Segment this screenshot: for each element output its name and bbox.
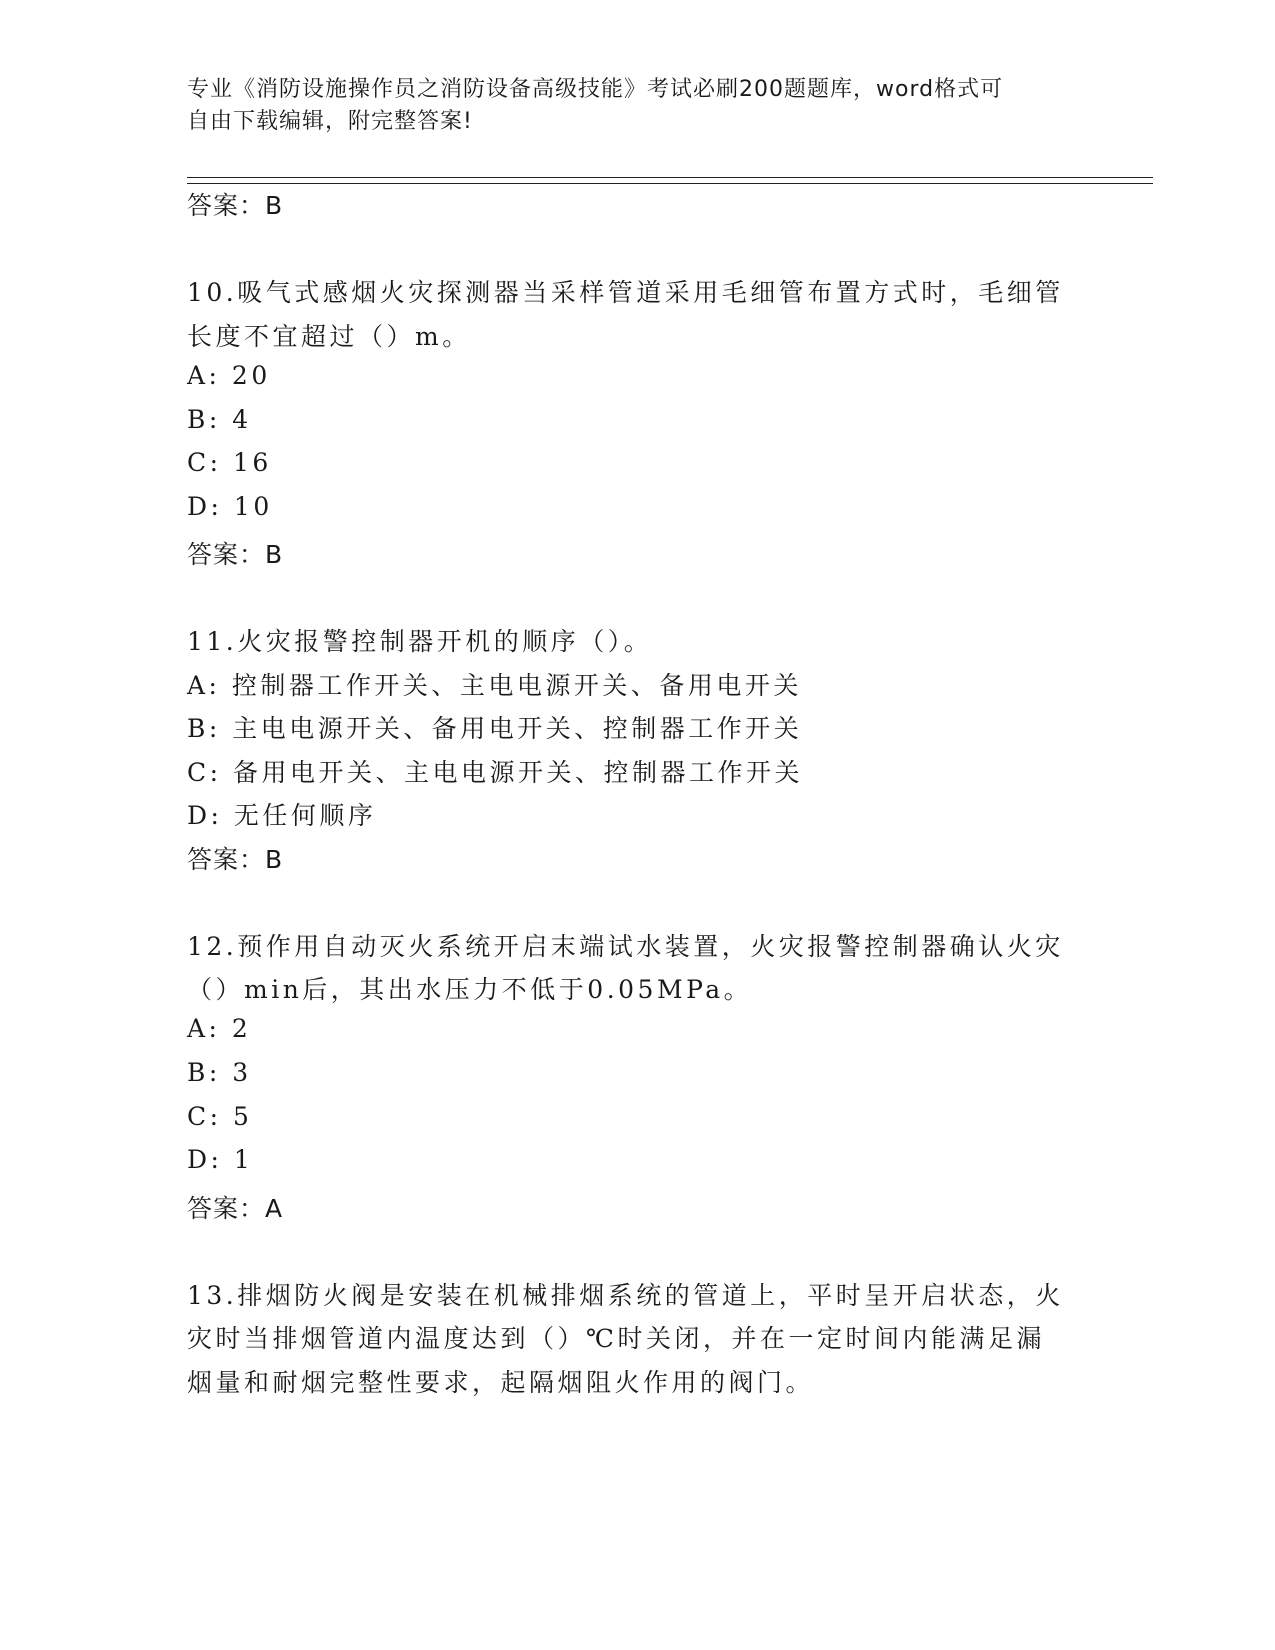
option-d: D: 10 — [187, 492, 273, 521]
question-stem-line: （）min后，其出水压力不低于0.05MPa。 — [187, 975, 753, 1004]
answer: 答案：B — [187, 845, 284, 874]
question-stem-line: 10.吸气式感烟火灾探测器当采样管道采用毛细管布置方式时，毛细管 — [187, 278, 1064, 307]
header-divider-bottom — [187, 183, 1153, 184]
question-stem-line: 烟量和耐烟完整性要求，起隔烟阻火作用的阀门。 — [187, 1368, 815, 1397]
header-line-1: 专业《消防设施操作员之消防设备高级技能》考试必刷200题题库，word格式可 — [187, 77, 1004, 102]
answer: 答案：A — [187, 1194, 284, 1223]
question-stem-line: 12.预作用自动灭火系统开启末端试水装置，火灾报警控制器确认火灾 — [187, 932, 1064, 961]
answer: 答案：B — [187, 540, 284, 569]
option-c: C: 5 — [187, 1102, 253, 1131]
header-line-2: 自由下载编辑，附完整答案! — [187, 109, 473, 134]
option-b: B: 4 — [187, 405, 252, 434]
option-c: C: 16 — [187, 448, 272, 477]
question-stem-line: 13.排烟防火阀是安装在机械排烟系统的管道上，平时呈开启状态，火 — [187, 1281, 1064, 1310]
question-stem-line: 灾时当排烟管道内温度达到（）℃时关闭，并在一定时间内能满足漏 — [187, 1324, 1045, 1353]
option-a: A: 20 — [187, 361, 271, 390]
option-d: D: 无任何顺序 — [187, 801, 377, 830]
option-c: C: 备用电开关、主电电源开关、控制器工作开关 — [187, 758, 803, 787]
header-divider-top — [187, 177, 1153, 178]
question-stem-line: 长度不宜超过（）m。 — [187, 322, 471, 351]
answer-previous: 答案：B — [187, 191, 284, 220]
question-stem-line: 11.火灾报警控制器开机的顺序（）。 — [187, 627, 653, 656]
option-a: A: 控制器工作开关、主电电源开关、备用电开关 — [187, 671, 802, 700]
option-b: B: 3 — [187, 1058, 252, 1087]
option-b: B: 主电电源开关、备用电开关、控制器工作开关 — [187, 714, 803, 743]
option-a: A: 2 — [187, 1014, 252, 1043]
document-header — [187, 74, 1087, 138]
option-d: D: 1 — [187, 1145, 254, 1174]
